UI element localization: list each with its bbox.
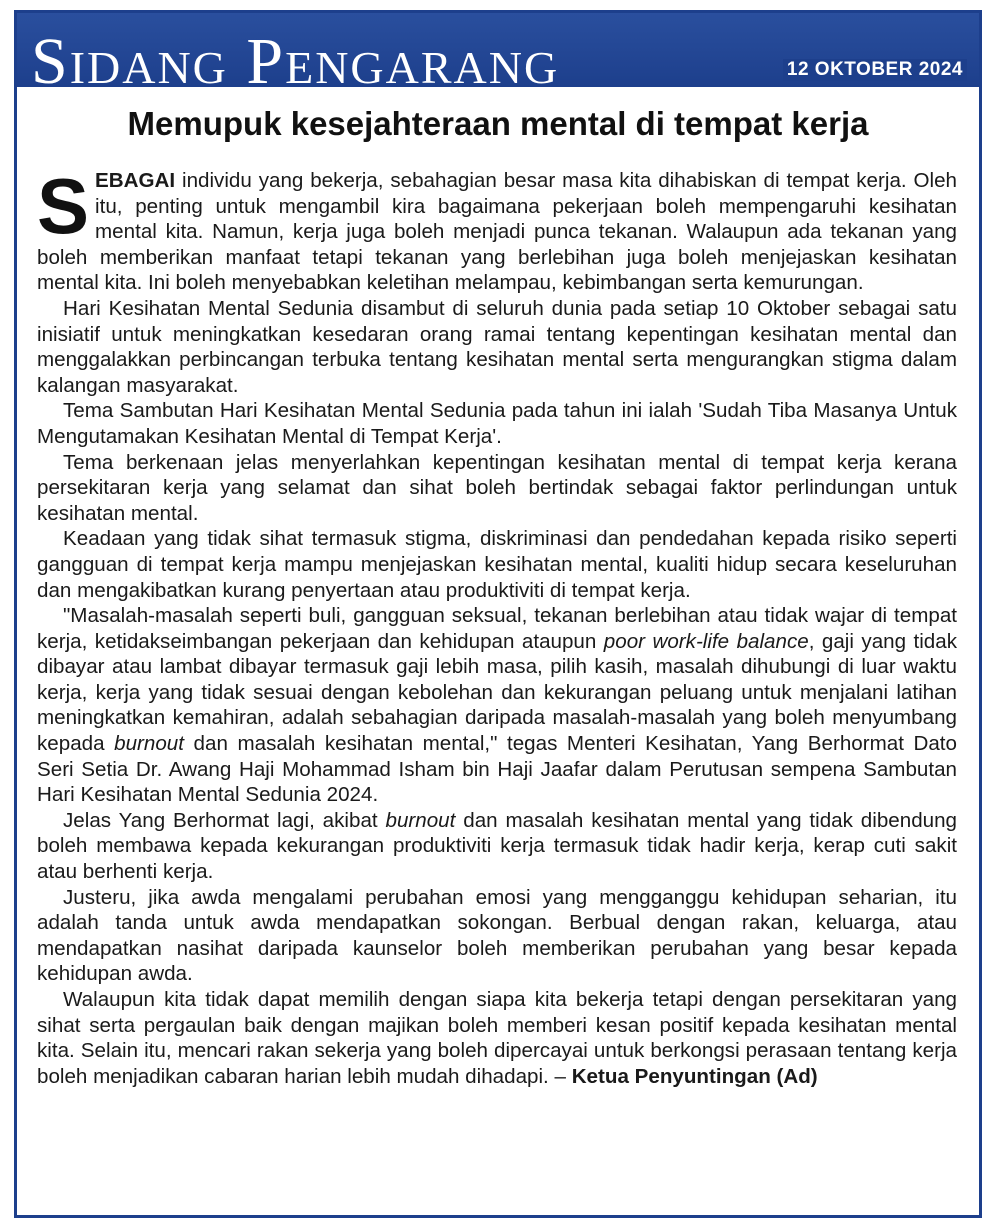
paragraph-6-part-c: dan masalah kesihatan mental," tegas Menteri Kesihatan, Yang Berhormat Dato Seri Setia Dr. Awang Haji Mohammad Isham bin Haji Jaafar dalam Perutusan sempena Sambutan Hari Kesihatan Mental Sedunia 2024. — [37, 732, 957, 807]
masthead-banner — [17, 13, 979, 87]
paragraph-6 — [37, 603, 957, 808]
masthead-title: Sidang Pengarang — [31, 25, 560, 87]
paragraph-7-part-b: dan masalah kesihatan mental yang tidak dibendung boleh membawa kepada kekurangan produktiviti kerja termasuk tidak hadir kerja, kerap cuti sakit atau berhenti kerja. — [37, 808, 958, 884]
italic-phrase: poor work-life balance — [603, 629, 809, 653]
publication-date: 12 OKTOBER 2024 — [783, 59, 967, 81]
paragraph-8: Justeru, jika awda mengalami perubahan emosi yang mengganggu kehidupan seharian, itu adalah tanda untuk awda mendapatkan sokongan. Berbual dengan rakan, keluarga, atau mendapatkan nasihat daripada kaunselor boleh memberikan perubahan yang besar kepada kehidupan awda. — [37, 885, 957, 986]
paragraph-9 — [37, 987, 957, 1089]
paragraph-7 — [37, 808, 957, 885]
editorial-frame — [14, 10, 982, 1218]
author-signature: Ketua Penyuntingan (Ad) — [571, 1064, 818, 1088]
paragraph-9-text: Walaupun kita tidak dapat memilih dengan siapa kita bekerja tetapi dengan persekitaran yang sihat serta pergaulan baik dengan majikan boleh memberi kesan positif kepada kesihatan mental kita. Selain itu, mencari rakan sekerja yang boleh dipercayai untuk berkongsi perasaan tentang kerja boleh menjadikan cabaran harian lebih mudah dihadapi. – — [37, 988, 957, 1088]
paragraph-5: Keadaan yang tidak sihat termasuk stigma, diskriminasi dan pendedahan kepada risiko seperti gangguan di tempat kerja mampu menjejaskan kesihatan mental, kualiti hidup secara keseluruhan dan mengakibatkan kurang penyertaan atau produktiviti di tempat kerja. — [37, 527, 957, 602]
italic-phrase: burnout — [385, 808, 456, 832]
paragraph-3: Tema Sambutan Hari Kesihatan Mental Sedunia pada tahun ini ialah 'Sudah Tiba Masanya Untuk Mengutamakan Kesihatan Mental di Tempat Kerja'. — [37, 399, 957, 448]
drop-cap: S — [37, 162, 90, 250]
paragraph-1 — [37, 162, 957, 296]
paragraph-1-text: individu yang bekerja, sebahagian besar masa kita dihabiskan di tempat kerja. Oleh itu, penting untuk mengambil kira bagaimana pekerjaan boleh mempengaruhi kesihatan mental kita. Namun, kerja juga boleh menjadi punca tekanan. Walaupun ada tekanan yang boleh memberikan manfaat tetapi tekanan yang berlebihan juga boleh menjejaskan kesihatan mental kita. Ini boleh menyebabkan keletihan melampau, kebimbangan serta kemurungan. — [37, 169, 957, 295]
article-body — [37, 162, 958, 1089]
paragraph-6-part-b: , gaji yang tidak dibayar atau lambat dibayar termasuk gaji lebih masa, pilih kasih, masalah dihubungi di luar waktu kerja, kerja yang tidak sesuai dengan kebolehan dan kekurangan peluang untuk menjalani latihan meningkatkan kemahiran, adalah sebahagian daripada masalah-masalah yang boleh menyumbang kepada — [37, 629, 957, 756]
paragraph-4: Tema berkenaan jelas menyerlahkan kepentingan kesihatan mental di tempat kerja kerana persekitaran kerja yang selamat dan sihat boleh bertindak sebagai faktor perlindungan untuk kesihatan mental. — [37, 450, 957, 525]
paragraph-2: Hari Kesihatan Mental Sedunia disambut di seluruh dunia pada setiap 10 Oktober sebagai satu inisiatif untuk meningkatkan kesedaran orang ramai tentang kepentingan kesihatan mental dan menggalakkan perbincangan terbuka tentang kesihatan mental serta mengurangkan stigma dalam kalangan masyarakat. — [37, 296, 957, 397]
paragraph-7-part-a: Jelas Yang Berhormat lagi, akibat — [63, 808, 386, 832]
italic-phrase: burnout — [114, 732, 184, 756]
lead-word: EBAGAI — [95, 169, 176, 192]
paragraph-6-part-a: "Masalah-masalah seperti buli, gangguan seksual, tekanan berlebihan atau tidak wajar di tempat kerja, ketidakseimbangan pekerjaan dan kehidupan ataupun — [37, 604, 957, 653]
article-headline: Memupuk kesejahteraan mental di tempat kerja — [127, 105, 869, 142]
